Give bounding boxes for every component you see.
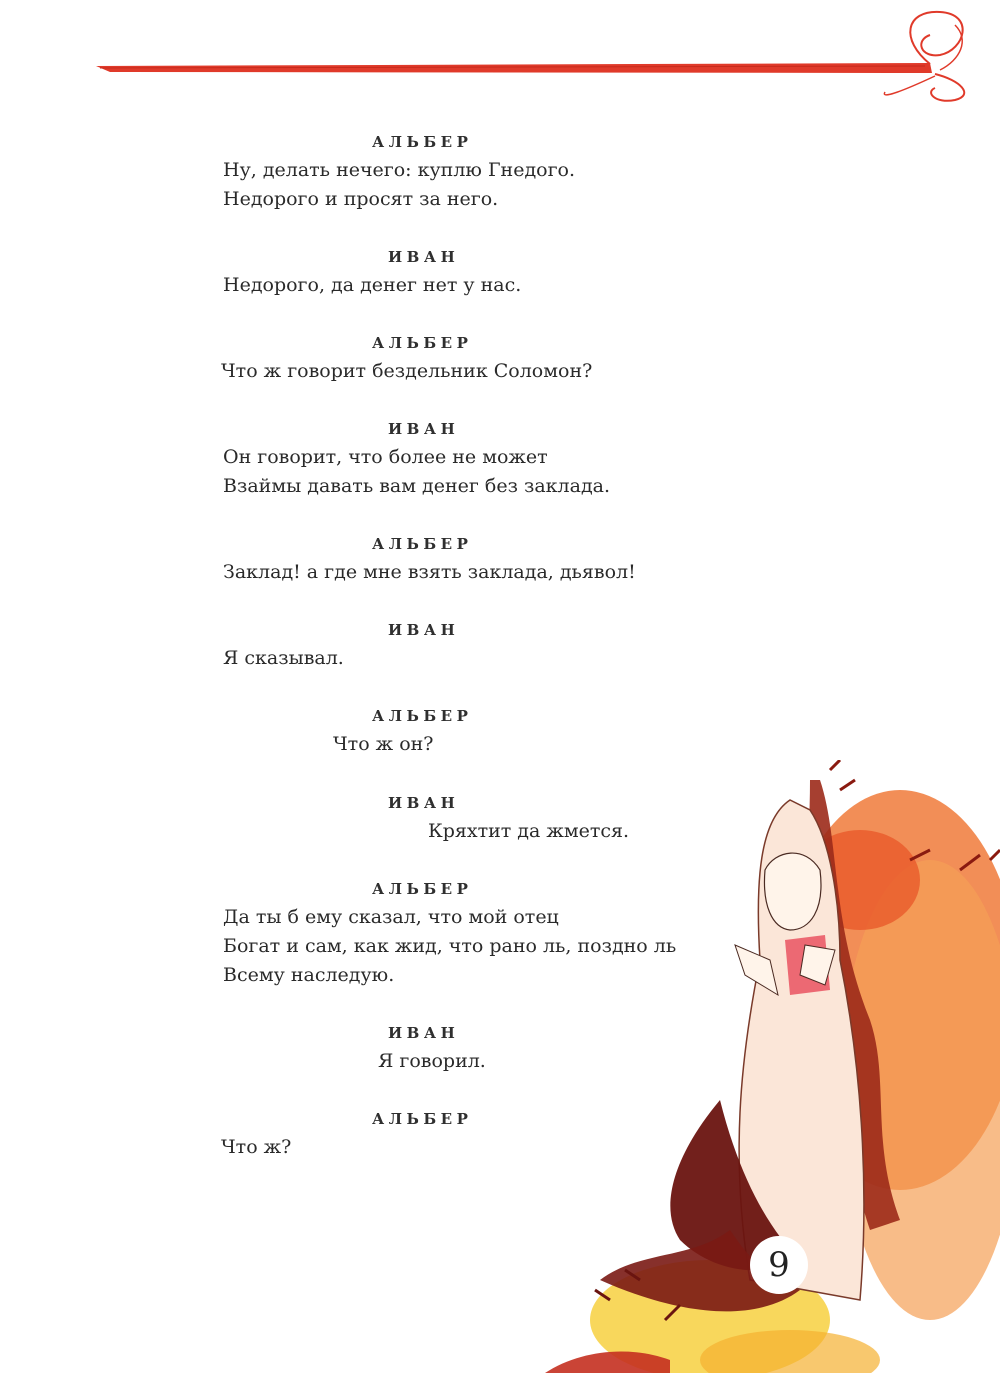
speaker-name: АЛЬБЕР — [372, 1110, 473, 1128]
speaker-name: ИВАН — [388, 248, 460, 266]
verse-line: Всему наследую. — [223, 964, 395, 986]
verse-line: Я сказывал. — [223, 647, 344, 669]
speaker-name: ИВАН — [388, 1024, 460, 1042]
verse-line: Что ж? — [221, 1136, 292, 1158]
speaker-name: АЛЬБЕР — [372, 334, 473, 352]
verse-line: Заклад! а где мне взять заклада, дьявол! — [223, 561, 636, 583]
verse-line: Ну, делать нечего: куплю Гнедого. — [223, 159, 576, 181]
speaker-name: ИВАН — [388, 794, 460, 812]
verse-line: Взаймы давать вам денег без заклада. — [223, 475, 611, 497]
verse-line: Что ж говорит бездельник Соломон? — [221, 360, 593, 382]
verse-line: Недорого, да денег нет у нас. — [223, 274, 522, 296]
speaker-name: ИВАН — [388, 420, 460, 438]
page-number: 9 — [750, 1236, 808, 1294]
speaker-name: АЛЬБЕР — [372, 707, 473, 725]
speaker-name: ИВАН — [388, 621, 460, 639]
verse-line: Кряхтит да жмется. — [428, 820, 630, 842]
speaker-name: АЛЬБЕР — [372, 133, 473, 151]
verse-line: Он говорит, что более не может — [223, 446, 548, 468]
verse-line: Что ж он? — [333, 733, 434, 755]
speaker-name: АЛЬБЕР — [372, 880, 473, 898]
verse-line: Недорого и просят за него. — [223, 188, 499, 210]
verse-line: Я говорил. — [378, 1050, 486, 1072]
verse-line: Богат и сам, как жид, что рано ль, поздно ль — [223, 935, 677, 957]
verse-line: Да ты б ему сказал, что мой отец — [223, 906, 559, 928]
speaker-name: АЛЬБЕР — [372, 535, 473, 553]
